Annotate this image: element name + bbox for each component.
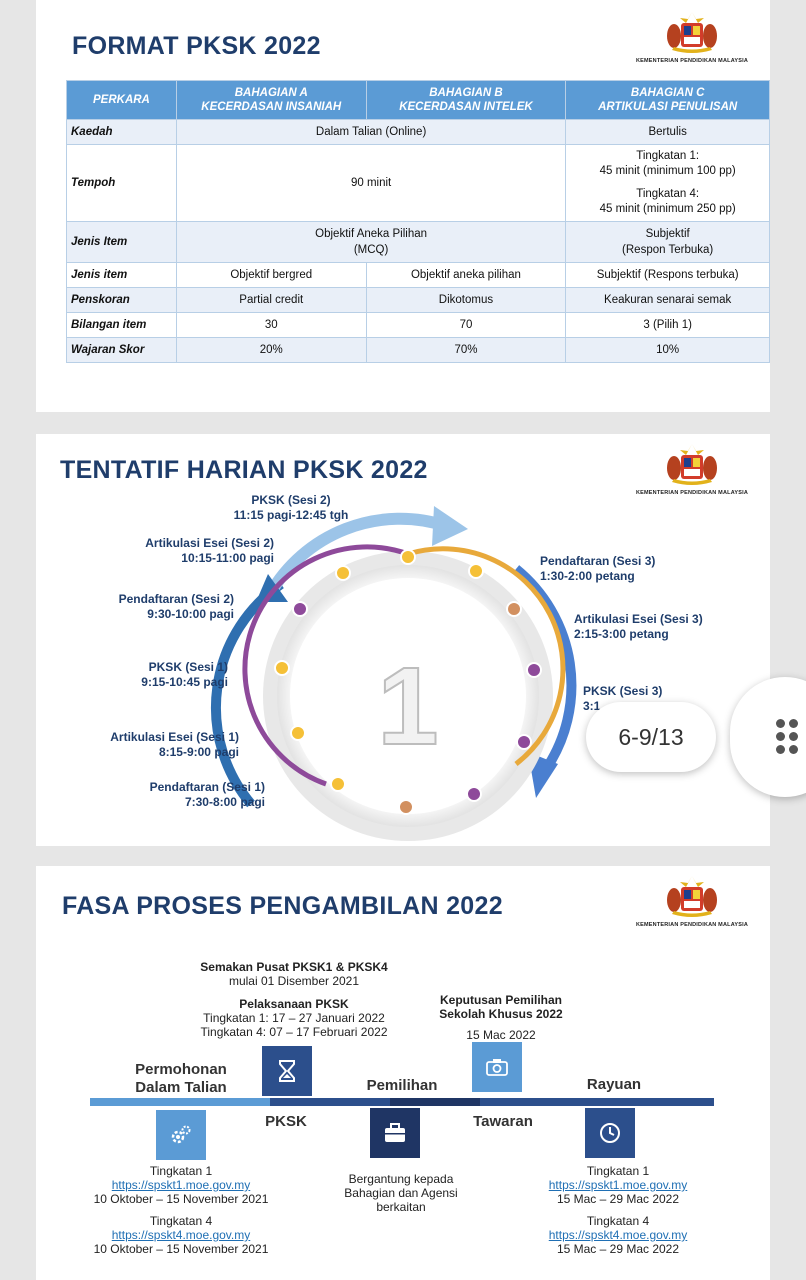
header-a-line2: KECERDASAN INSANIAH bbox=[201, 101, 342, 113]
slide-tentatif-harian bbox=[36, 434, 770, 846]
dot bbox=[291, 726, 305, 740]
cell: 20% bbox=[176, 338, 366, 363]
link-spskt4[interactable]: https://spskt4.moe.gov.my bbox=[111, 1228, 251, 1242]
crest-text: KEMENTERIAN PENDIDIKAN MALAYSIA bbox=[635, 490, 749, 496]
text-line: Tingkatan 4: 07 – 17 Februari 2022 bbox=[200, 1025, 388, 1039]
semakan-text bbox=[186, 960, 402, 988]
label-line: 11:15 pagi-12:45 tgh bbox=[233, 508, 349, 522]
timeline-segment bbox=[90, 1098, 270, 1106]
label-line: Artikulasi Esei (Sesi 2) bbox=[145, 536, 274, 550]
cell: 90 minit bbox=[176, 145, 565, 222]
dot bbox=[336, 566, 350, 580]
row-label: Kaedah bbox=[67, 120, 177, 145]
camera-icon bbox=[486, 1058, 508, 1076]
header-c-line1: BAHAGIAN C bbox=[630, 87, 705, 99]
header-bahagian-b bbox=[366, 81, 566, 120]
cell: Objektif bergred bbox=[176, 263, 366, 288]
label-line: PKSK (Sesi 1) bbox=[148, 660, 228, 674]
briefcase-box bbox=[370, 1108, 420, 1158]
table-row bbox=[67, 120, 770, 145]
slide-title: FORMAT PKSK 2022 bbox=[72, 32, 321, 60]
cell-line: Subjektif bbox=[645, 228, 690, 240]
link-spskt1[interactable]: https://spskt1.moe.gov.my bbox=[111, 1178, 251, 1192]
text-line: 15 Mac – 29 Mac 2022 bbox=[556, 1242, 680, 1256]
text-line: Tingkatan 1 bbox=[149, 1164, 213, 1178]
pemilihan-details bbox=[326, 1172, 476, 1214]
table-header-row bbox=[67, 81, 770, 120]
rayuan-details bbox=[522, 1164, 714, 1256]
header-a-line1: BAHAGIAN A bbox=[234, 87, 308, 99]
cell: 3 (Pilih 1) bbox=[566, 313, 770, 338]
top-arrowhead bbox=[432, 506, 468, 546]
row-label: Tempoh bbox=[67, 145, 177, 222]
cell: Dikotomus bbox=[366, 288, 566, 313]
text-line: Tingkatan 4 bbox=[149, 1214, 213, 1228]
crest-icon bbox=[664, 874, 720, 920]
pksk-label: PKSK bbox=[265, 1113, 307, 1130]
slide-fasa-proses bbox=[36, 866, 770, 1280]
keputusan-text bbox=[416, 993, 586, 1042]
label-pksk-sesi2 bbox=[216, 493, 366, 523]
menu-dot bbox=[776, 732, 785, 741]
row-label: Penskoran bbox=[67, 288, 177, 313]
label-pksk-sesi1 bbox=[76, 660, 228, 690]
label-line: 3:1 bbox=[583, 699, 601, 713]
header-b-line2: KECERDASAN INTELEK bbox=[399, 101, 533, 113]
label-line: 9:30-10:00 pagi bbox=[147, 607, 234, 621]
pemilihan-label: Pemilihan bbox=[366, 1077, 438, 1094]
label-artikulasi-sesi2 bbox=[96, 536, 274, 566]
menu-dot bbox=[789, 745, 798, 754]
text-line: Pelaksanaan PKSK bbox=[239, 997, 349, 1011]
dot bbox=[275, 661, 289, 675]
cell: Partial credit bbox=[176, 288, 366, 313]
cell-line: Objektif Aneka Pilihan bbox=[315, 228, 428, 240]
cell-line: 45 minit (minimum 100 pp) bbox=[599, 165, 736, 177]
label-artikulasi-sesi3 bbox=[574, 612, 770, 642]
camera-box bbox=[472, 1042, 522, 1092]
center-numeral: 1 bbox=[377, 645, 439, 768]
cell: 70% bbox=[366, 338, 566, 363]
text-line: Bergantung kepada bbox=[348, 1172, 454, 1186]
text-line: Bahagian dan Agensi bbox=[344, 1186, 458, 1200]
briefcase-icon bbox=[383, 1123, 407, 1143]
gears-box bbox=[156, 1110, 206, 1160]
label-line: 7:30-8:00 pagi bbox=[184, 795, 265, 809]
hourglass-box bbox=[262, 1046, 312, 1096]
hourglass-icon bbox=[277, 1059, 297, 1083]
cell-line: 45 minit (minimum 250 pp) bbox=[599, 203, 736, 215]
label-line: PKSK (Sesi 3) bbox=[583, 684, 663, 698]
crest-text: KEMENTERIAN PENDIDIKAN MALAYSIA bbox=[635, 58, 749, 64]
dot bbox=[507, 602, 521, 616]
timeline-segment bbox=[480, 1098, 714, 1106]
cell-line: (MCQ) bbox=[353, 244, 389, 256]
text-line: Dalam Talian bbox=[135, 1079, 227, 1096]
label-line: 1:30-2:00 petang bbox=[540, 569, 635, 583]
slide-format-pksk bbox=[36, 0, 770, 412]
text-line: 10 Oktober – 15 November 2021 bbox=[93, 1242, 269, 1256]
header-bahagian-c bbox=[566, 81, 770, 120]
dot bbox=[467, 787, 481, 801]
slide-title: TENTATIF HARIAN PKSK 2022 bbox=[60, 456, 428, 484]
label-line: Pendaftaran (Sesi 2) bbox=[118, 592, 234, 606]
menu-dot bbox=[776, 745, 785, 754]
label-pendaftaran-sesi2 bbox=[76, 592, 234, 622]
row-label: Jenis item bbox=[67, 263, 177, 288]
text-line: 15 Mac – 29 Mac 2022 bbox=[556, 1192, 680, 1206]
row-label: Wajaran Skor bbox=[67, 338, 177, 363]
label-line: Pendaftaran (Sesi 3) bbox=[540, 554, 656, 568]
menu-dot bbox=[789, 719, 798, 728]
label-line: 2:15-3:00 petang bbox=[574, 627, 669, 641]
text-line: Tingkatan 1: 17 – 27 Januari 2022 bbox=[203, 1011, 385, 1025]
cell: Bertulis bbox=[566, 120, 770, 145]
clock-icon bbox=[598, 1121, 622, 1145]
cell: Objektif aneka pilihan bbox=[366, 263, 566, 288]
text-line: Sekolah Khusus 2022 bbox=[439, 1007, 563, 1021]
text-line: mulai 01 Disember 2021 bbox=[228, 974, 360, 988]
table-row bbox=[67, 313, 770, 338]
timeline-segment bbox=[390, 1098, 480, 1106]
kpm-crest bbox=[632, 874, 752, 928]
cell-line: (Respon Terbuka) bbox=[622, 244, 714, 256]
cell: Keakuran senarai semak bbox=[566, 288, 770, 313]
label-line: PKSK (Sesi 2) bbox=[251, 493, 331, 507]
menu-dot bbox=[776, 719, 785, 728]
row-label: Jenis Item bbox=[67, 222, 177, 263]
table-row bbox=[67, 288, 770, 313]
clock-box bbox=[585, 1108, 635, 1158]
gears-icon bbox=[169, 1123, 193, 1147]
format-table bbox=[66, 80, 770, 363]
text-line: 15 Mac 2022 bbox=[466, 1028, 536, 1042]
cell: 30 bbox=[176, 313, 366, 338]
dot bbox=[527, 663, 541, 677]
text-line: Permohonan bbox=[135, 1061, 227, 1078]
text-line: Tingkatan 4 bbox=[586, 1214, 650, 1228]
label-line: 10:15-11:00 pagi bbox=[181, 551, 274, 565]
cell: Subjektif (Respons terbuka) bbox=[566, 263, 770, 288]
label-line: Artikulasi Esei (Sesi 1) bbox=[110, 730, 239, 744]
header-bahagian-a bbox=[176, 81, 366, 120]
timeline-segment bbox=[270, 1098, 390, 1106]
cell bbox=[566, 222, 770, 263]
table-row bbox=[67, 145, 770, 222]
pelaksanaan-text bbox=[186, 997, 402, 1039]
label-line: Artikulasi Esei (Sesi 3) bbox=[574, 612, 703, 626]
label-line: 9:15-10:45 pagi bbox=[141, 675, 228, 689]
cell: Dalam Talian (Online) bbox=[176, 120, 565, 145]
header-perkara: PERKARA bbox=[67, 81, 177, 120]
crest-text: KEMENTERIAN PENDIDIKAN MALAYSIA bbox=[635, 922, 749, 928]
permohonan-label bbox=[116, 1061, 246, 1097]
permohonan-details bbox=[76, 1164, 286, 1256]
kpm-crest bbox=[632, 10, 752, 64]
label-line: Pendaftaran (Sesi 1) bbox=[149, 780, 265, 794]
rayuan-label: Rayuan bbox=[586, 1076, 642, 1093]
table-row bbox=[67, 263, 770, 288]
link-spskt1[interactable]: https://spskt1.moe.gov.my bbox=[548, 1178, 688, 1192]
dot bbox=[401, 550, 415, 564]
text-line: berkaitan bbox=[376, 1200, 426, 1214]
slide-title: FASA PROSES PENGAMBILAN 2022 bbox=[62, 892, 503, 920]
cell bbox=[176, 222, 565, 263]
page-indicator: 6-9/13 bbox=[586, 702, 716, 772]
link-spskt4[interactable]: https://spskt4.moe.gov.my bbox=[548, 1228, 688, 1242]
text-line: 10 Oktober – 15 November 2021 bbox=[93, 1192, 269, 1206]
header-c-line2: ARTIKULASI PENULISAN bbox=[598, 101, 738, 113]
table-row bbox=[67, 338, 770, 363]
cell: 70 bbox=[366, 313, 566, 338]
label-pendaftaran-sesi3 bbox=[540, 554, 740, 584]
cell: 10% bbox=[566, 338, 770, 363]
text-line: Keputusan Pemilihan bbox=[439, 993, 563, 1007]
header-b-line1: BAHAGIAN B bbox=[429, 87, 503, 99]
row-label: Bilangan item bbox=[67, 313, 177, 338]
cell bbox=[566, 145, 770, 222]
dot bbox=[517, 735, 531, 749]
crest-icon bbox=[664, 10, 720, 56]
text-line: Semakan Pusat PKSK1 & PKSK4 bbox=[200, 960, 388, 974]
dot bbox=[293, 602, 307, 616]
dot bbox=[469, 564, 483, 578]
label-line: 8:15-9:00 pagi bbox=[158, 745, 239, 759]
tawaran-label: Tawaran bbox=[473, 1113, 533, 1130]
label-pendaftaran-sesi1 bbox=[96, 780, 265, 810]
cell-line: Tingkatan 1: bbox=[636, 150, 700, 162]
text-line: Tingkatan 1 bbox=[586, 1164, 650, 1178]
menu-dot bbox=[789, 732, 798, 741]
dot bbox=[399, 800, 413, 814]
label-artikulasi-sesi1 bbox=[66, 730, 239, 760]
dot bbox=[331, 777, 345, 791]
table-row bbox=[67, 222, 770, 263]
cell-line: Tingkatan 4: bbox=[636, 188, 700, 200]
